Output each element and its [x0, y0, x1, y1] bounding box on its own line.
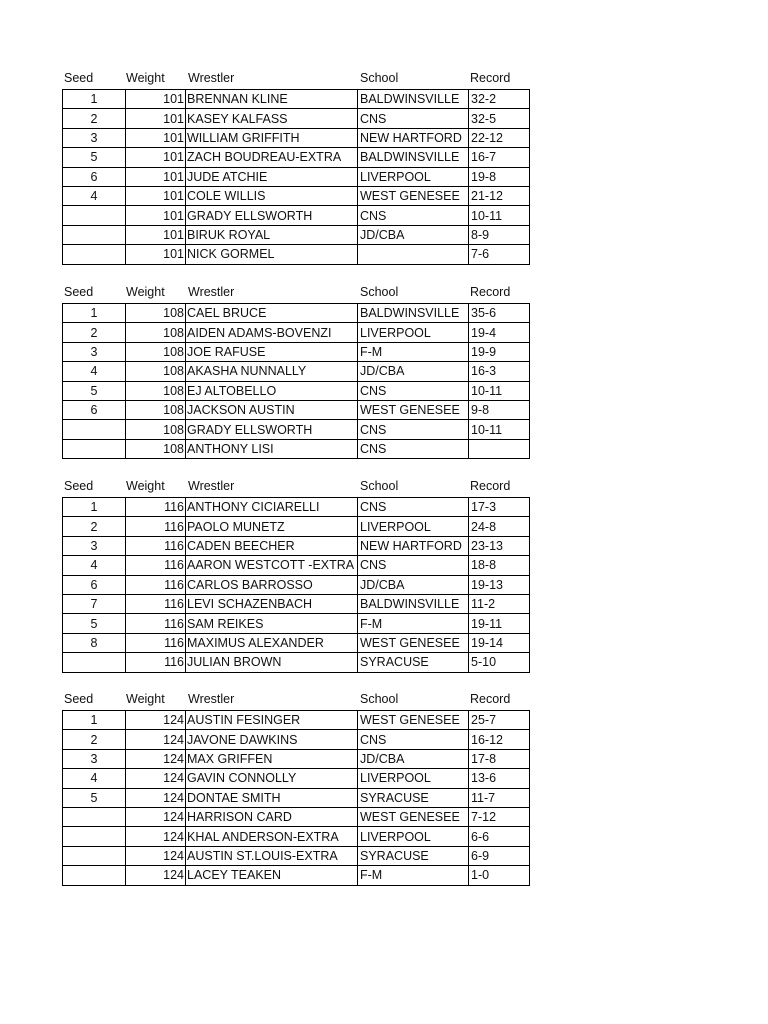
table-row — [63, 342, 530, 361]
record-cell: 16-7 — [469, 148, 530, 167]
seed-cell — [63, 807, 126, 826]
table-row — [63, 362, 530, 381]
school-cell: NEW HARTFORD — [358, 536, 469, 555]
weight-cell: 116 — [126, 575, 186, 594]
roster-table — [62, 303, 530, 459]
seed-cell: 7 — [63, 594, 126, 613]
weight-cell: 124 — [126, 711, 186, 730]
weight-cell: 124 — [126, 866, 186, 885]
seed-cell: 1 — [63, 498, 126, 517]
column-header-row — [62, 477, 530, 497]
weight-cell: 108 — [126, 362, 186, 381]
table-row — [63, 148, 530, 167]
school-cell — [358, 245, 469, 264]
school-cell: SYRACUSE — [358, 846, 469, 865]
weight-cell: 108 — [126, 420, 186, 439]
seed-cell: 4 — [63, 556, 126, 575]
record-cell: 8-9 — [469, 225, 530, 244]
roster-table — [62, 89, 530, 265]
weight-cell: 101 — [126, 128, 186, 147]
record-cell: 9-8 — [469, 400, 530, 419]
weight-cell: 108 — [126, 304, 186, 323]
seed-cell: 5 — [63, 788, 126, 807]
table-row — [63, 536, 530, 555]
table-row — [63, 400, 530, 419]
seed-cell: 2 — [63, 730, 126, 749]
table-row — [63, 866, 530, 885]
wrestler-cell: AKASHA NUNNALLY — [186, 362, 358, 381]
wrestler-cell: SAM REIKES — [186, 614, 358, 633]
weight-cell: 108 — [126, 400, 186, 419]
record-cell: 32-2 — [469, 90, 530, 109]
table-row — [63, 749, 530, 768]
column-header-row — [62, 69, 530, 89]
header-weight: Weight — [126, 479, 165, 493]
seed-cell: 4 — [63, 186, 126, 205]
seed-cell — [63, 245, 126, 264]
wrestler-cell: LACEY TEAKEN — [186, 866, 358, 885]
record-cell: 19-9 — [469, 342, 530, 361]
wrestler-cell: GRADY ELLSWORTH — [186, 206, 358, 225]
seed-cell: 2 — [63, 517, 126, 536]
record-cell: 10-11 — [469, 206, 530, 225]
school-cell: WEST GENESEE — [358, 186, 469, 205]
header-wrestler: Wrestler — [188, 71, 235, 85]
school-cell: WEST GENESEE — [358, 711, 469, 730]
roster-table — [62, 497, 530, 673]
weight-cell: 124 — [126, 730, 186, 749]
header-wrestler: Wrestler — [188, 479, 235, 493]
record-cell: 17-8 — [469, 749, 530, 768]
seed-cell: 4 — [63, 362, 126, 381]
wrestler-cell: MAXIMUS ALEXANDER — [186, 633, 358, 652]
wrestler-cell: AUSTIN FESINGER — [186, 711, 358, 730]
seed-cell — [63, 653, 126, 672]
table-row — [63, 498, 530, 517]
weight-cell: 101 — [126, 167, 186, 186]
table-row — [63, 730, 530, 749]
weight-cell: 124 — [126, 827, 186, 846]
wrestler-cell: HARRISON CARD — [186, 807, 358, 826]
wrestler-cell: EJ ALTOBELLO — [186, 381, 358, 400]
record-cell: 10-11 — [469, 420, 530, 439]
weight-cell: 101 — [126, 186, 186, 205]
record-cell: 17-3 — [469, 498, 530, 517]
record-cell: 19-13 — [469, 575, 530, 594]
record-cell: 22-12 — [469, 128, 530, 147]
weight-cell: 116 — [126, 517, 186, 536]
wrestler-cell: MAX GRIFFEN — [186, 749, 358, 768]
table-row — [63, 90, 530, 109]
wrestler-cell: DONTAE SMITH — [186, 788, 358, 807]
weight-cell: 108 — [126, 342, 186, 361]
header-wrestler: Wrestler — [188, 285, 235, 299]
wrestler-cell: NICK GORMEL — [186, 245, 358, 264]
table-row — [63, 439, 530, 458]
header-seed: Seed — [64, 71, 94, 85]
seed-cell: 1 — [63, 90, 126, 109]
weight-cell: 116 — [126, 498, 186, 517]
table-row — [63, 206, 530, 225]
header-school: School — [360, 71, 399, 85]
weight-cell: 101 — [126, 206, 186, 225]
school-cell: CNS — [358, 109, 469, 128]
weight-cell: 101 — [126, 148, 186, 167]
weight-cell: 124 — [126, 807, 186, 826]
school-cell: LIVERPOOL — [358, 323, 469, 342]
header-record: Record — [470, 479, 511, 493]
wrestler-cell: CARLOS BARROSSO — [186, 575, 358, 594]
weight-cell: 124 — [126, 769, 186, 788]
header-seed: Seed — [64, 285, 94, 299]
seed-cell: 5 — [63, 148, 126, 167]
school-cell: F-M — [358, 614, 469, 633]
record-cell: 6-6 — [469, 827, 530, 846]
header-record: Record — [470, 285, 511, 299]
weight-cell: 116 — [126, 536, 186, 555]
school-cell: SYRACUSE — [358, 653, 469, 672]
table-row — [63, 807, 530, 826]
weight-cell: 108 — [126, 323, 186, 342]
weight-cell: 101 — [126, 245, 186, 264]
seed-cell: 3 — [63, 749, 126, 768]
table-row — [63, 381, 530, 400]
school-cell: BALDWINSVILLE — [358, 148, 469, 167]
seed-cell: 3 — [63, 536, 126, 555]
roster-table — [62, 710, 530, 886]
weight-section-3 — [62, 477, 530, 673]
header-record: Record — [470, 71, 511, 85]
record-cell: 7-6 — [469, 245, 530, 264]
school-cell: BALDWINSVILLE — [358, 594, 469, 613]
record-cell: 11-2 — [469, 594, 530, 613]
table-row — [63, 304, 530, 323]
wrestler-cell: ANTHONY CICIARELLI — [186, 498, 358, 517]
school-cell: WEST GENESEE — [358, 633, 469, 652]
seed-cell — [63, 225, 126, 244]
school-cell: CNS — [358, 556, 469, 575]
table-row — [63, 846, 530, 865]
table-row — [63, 556, 530, 575]
table-row — [63, 167, 530, 186]
wrestler-cell: LEVI SCHAZENBACH — [186, 594, 358, 613]
seed-cell: 3 — [63, 342, 126, 361]
record-cell: 21-12 — [469, 186, 530, 205]
weight-cell: 116 — [126, 633, 186, 652]
weight-cell: 116 — [126, 594, 186, 613]
wrestler-cell: GRADY ELLSWORTH — [186, 420, 358, 439]
seed-cell — [63, 439, 126, 458]
table-row — [63, 323, 530, 342]
record-cell: 25-7 — [469, 711, 530, 730]
wrestler-cell: BRENNAN KLINE — [186, 90, 358, 109]
school-cell: BALDWINSVILLE — [358, 304, 469, 323]
wrestler-cell: KHAL ANDERSON-EXTRA — [186, 827, 358, 846]
seed-cell — [63, 206, 126, 225]
header-school: School — [360, 479, 399, 493]
record-cell: 13-6 — [469, 769, 530, 788]
wrestler-cell: AARON WESTCOTT -EXTRA — [186, 556, 358, 575]
seed-cell: 8 — [63, 633, 126, 652]
weight-section-2 — [62, 283, 530, 459]
wrestler-cell: BIRUK ROYAL — [186, 225, 358, 244]
weight-section-1 — [62, 69, 530, 265]
seed-cell — [63, 827, 126, 846]
table-row — [63, 128, 530, 147]
record-cell: 16-3 — [469, 362, 530, 381]
table-row — [63, 653, 530, 672]
weight-cell: 124 — [126, 788, 186, 807]
table-row — [63, 245, 530, 264]
school-cell: LIVERPOOL — [358, 167, 469, 186]
wrestler-cell: JAVONE DAWKINS — [186, 730, 358, 749]
school-cell: BALDWINSVILLE — [358, 90, 469, 109]
column-header-row — [62, 283, 530, 303]
school-cell: CNS — [358, 206, 469, 225]
school-cell: JD/CBA — [358, 575, 469, 594]
record-cell: 19-14 — [469, 633, 530, 652]
school-cell: WEST GENESEE — [358, 400, 469, 419]
weight-cell: 116 — [126, 614, 186, 633]
wrestler-cell: GAVIN CONNOLLY — [186, 769, 358, 788]
school-cell: JD/CBA — [358, 749, 469, 768]
table-row — [63, 827, 530, 846]
record-cell: 10-11 — [469, 381, 530, 400]
record-cell: 24-8 — [469, 517, 530, 536]
school-cell: F-M — [358, 342, 469, 361]
weight-cell: 101 — [126, 225, 186, 244]
header-school: School — [360, 692, 399, 706]
record-cell — [469, 439, 530, 458]
seed-cell: 4 — [63, 769, 126, 788]
wrestler-cell: AUSTIN ST.LOUIS-EXTRA — [186, 846, 358, 865]
wrestler-cell: KASEY KALFASS — [186, 109, 358, 128]
seed-cell: 2 — [63, 109, 126, 128]
seed-cell: 2 — [63, 323, 126, 342]
record-cell: 5-10 — [469, 653, 530, 672]
school-cell: CNS — [358, 439, 469, 458]
seed-cell — [63, 866, 126, 885]
wrestler-cell: WILLIAM GRIFFITH — [186, 128, 358, 147]
table-row — [63, 788, 530, 807]
record-cell: 19-4 — [469, 323, 530, 342]
weight-section-4 — [62, 690, 530, 886]
school-cell: F-M — [358, 866, 469, 885]
wrestler-cell: CAEL BRUCE — [186, 304, 358, 323]
weight-cell: 108 — [126, 439, 186, 458]
seed-cell: 1 — [63, 304, 126, 323]
header-seed: Seed — [64, 692, 94, 706]
table-row — [63, 769, 530, 788]
wrestler-cell: JACKSON AUSTIN — [186, 400, 358, 419]
school-cell: JD/CBA — [358, 225, 469, 244]
table-row — [63, 517, 530, 536]
school-cell: SYRACUSE — [358, 788, 469, 807]
school-cell: WEST GENESEE — [358, 807, 469, 826]
weight-cell: 101 — [126, 90, 186, 109]
weight-cell: 101 — [126, 109, 186, 128]
weight-cell: 116 — [126, 653, 186, 672]
school-cell: JD/CBA — [358, 362, 469, 381]
school-cell: CNS — [358, 730, 469, 749]
header-weight: Weight — [126, 692, 165, 706]
table-row — [63, 420, 530, 439]
record-cell: 32-5 — [469, 109, 530, 128]
wrestler-cell: CADEN BEECHER — [186, 536, 358, 555]
header-record: Record — [470, 692, 511, 706]
school-cell: NEW HARTFORD — [358, 128, 469, 147]
wrestler-cell: JOE RAFUSE — [186, 342, 358, 361]
record-cell: 23-13 — [469, 536, 530, 555]
record-cell: 19-8 — [469, 167, 530, 186]
seed-cell: 3 — [63, 128, 126, 147]
table-row — [63, 225, 530, 244]
header-school: School — [360, 285, 399, 299]
record-cell: 19-11 — [469, 614, 530, 633]
table-row — [63, 186, 530, 205]
school-cell: CNS — [358, 381, 469, 400]
table-row — [63, 633, 530, 652]
weight-cell: 124 — [126, 749, 186, 768]
seed-cell: 6 — [63, 575, 126, 594]
seed-cell — [63, 846, 126, 865]
seed-cell: 5 — [63, 381, 126, 400]
school-cell: LIVERPOOL — [358, 827, 469, 846]
table-row — [63, 594, 530, 613]
wrestler-cell: PAOLO MUNETZ — [186, 517, 358, 536]
seed-cell: 1 — [63, 711, 126, 730]
wrestler-cell: COLE WILLIS — [186, 186, 358, 205]
weight-cell: 116 — [126, 556, 186, 575]
wrestler-cell: JUDE ATCHIE — [186, 167, 358, 186]
table-row — [63, 109, 530, 128]
header-seed: Seed — [64, 479, 94, 493]
record-cell: 16-12 — [469, 730, 530, 749]
school-cell: LIVERPOOL — [358, 769, 469, 788]
table-row — [63, 575, 530, 594]
seed-cell: 5 — [63, 614, 126, 633]
seed-cell — [63, 420, 126, 439]
school-cell: LIVERPOOL — [358, 517, 469, 536]
record-cell: 11-7 — [469, 788, 530, 807]
column-header-row — [62, 690, 530, 710]
header-weight: Weight — [126, 285, 165, 299]
table-row — [63, 711, 530, 730]
school-cell: CNS — [358, 498, 469, 517]
weight-cell: 124 — [126, 846, 186, 865]
table-row — [63, 614, 530, 633]
record-cell: 1-0 — [469, 866, 530, 885]
weight-cell: 108 — [126, 381, 186, 400]
seed-cell: 6 — [63, 400, 126, 419]
wrestler-cell: ZACH BOUDREAU-EXTRA — [186, 148, 358, 167]
header-wrestler: Wrestler — [188, 692, 235, 706]
wrestler-cell: ANTHONY LISI — [186, 439, 358, 458]
record-cell: 35-6 — [469, 304, 530, 323]
record-cell: 18-8 — [469, 556, 530, 575]
school-cell: CNS — [358, 420, 469, 439]
seed-cell: 6 — [63, 167, 126, 186]
wrestler-cell: JULIAN BROWN — [186, 653, 358, 672]
header-weight: Weight — [126, 71, 165, 85]
wrestler-cell: AIDEN ADAMS-BOVENZI — [186, 323, 358, 342]
record-cell: 7-12 — [469, 807, 530, 826]
record-cell: 6-9 — [469, 846, 530, 865]
